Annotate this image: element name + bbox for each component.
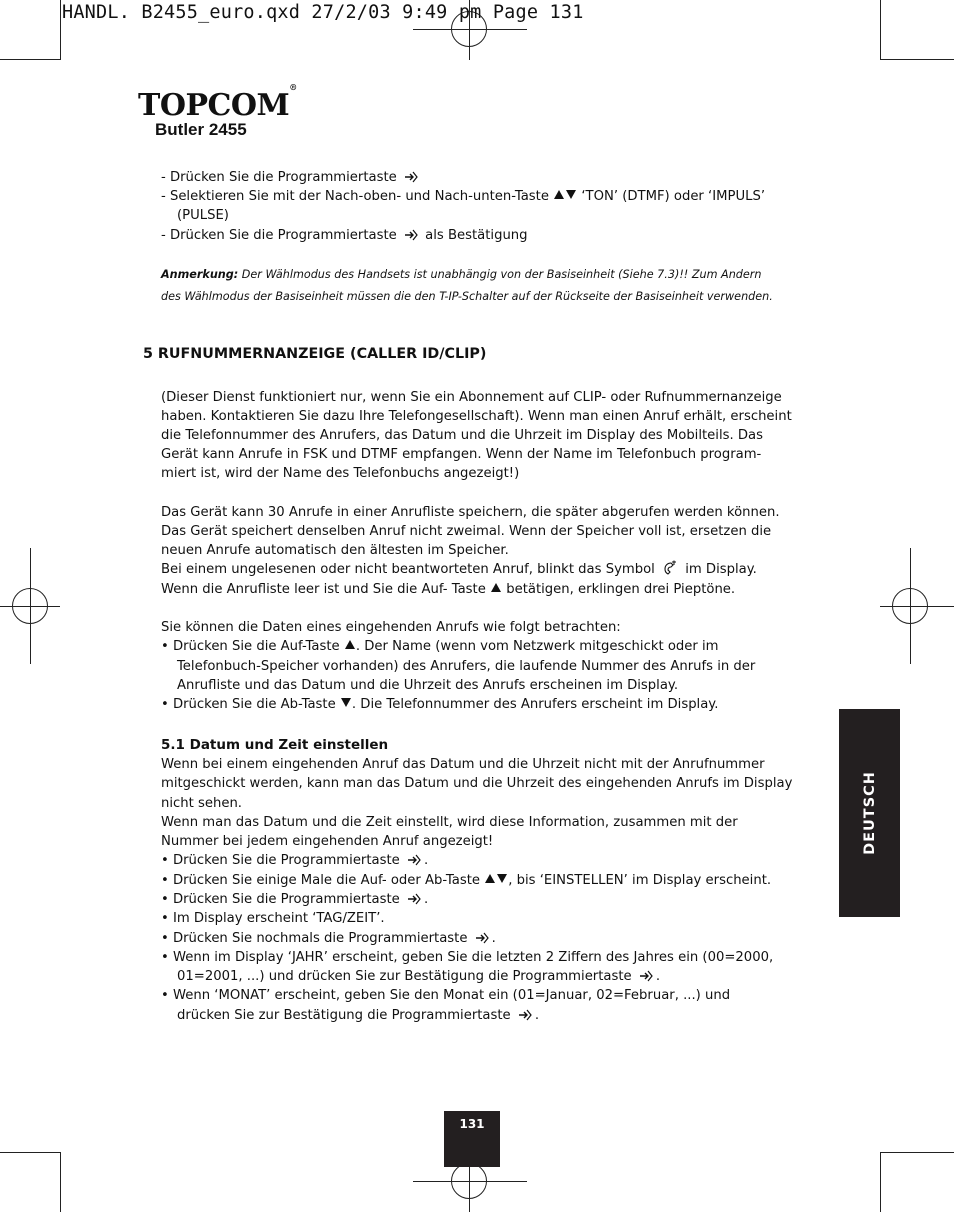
section-heading: 5 RUFNUMMERNANZEIGE (CALLER ID/CLIP) — [143, 346, 487, 362]
down-arrow-icon — [566, 190, 576, 199]
note-text: Der Wählmodus des Handsets ist unabhängig von der Basiseinheit (Siehe 7.3)!! Zum Andern — [238, 268, 762, 281]
paragraph-text: betätigen, erklingen drei Pieptöne. — [506, 582, 736, 597]
bullet-text: . — [655, 969, 661, 984]
bullet-line — [161, 695, 718, 714]
bullet-line — [161, 871, 771, 890]
bullet-text: . — [491, 931, 496, 946]
program-key-icon — [475, 932, 489, 944]
bullet-text: • Drücken Sie die Ab-Taste — [161, 697, 336, 712]
step-text: als Bestätigung — [425, 228, 528, 243]
paragraph-text: Wenn die Anrufliste leer ist und Sie die Auf- Taste — [161, 582, 486, 597]
paragraph-line: Nummer bei jedem eingehenden Anruf angezeigt! — [161, 834, 494, 849]
bullet-line — [161, 890, 428, 909]
note-label: Anmerkung: — [161, 268, 239, 281]
step-text: ‘TON’ (DTMF) oder ‘IMPULS’ — [581, 189, 766, 204]
registered-mark: ® — [289, 82, 297, 92]
bullet-text: . — [423, 853, 429, 868]
page-number-box — [444, 1111, 500, 1167]
program-key-icon — [518, 1009, 532, 1021]
paragraph-line: Das Gerät speichert denselben Anruf nicht zweimal. Wenn der Speicher voll ist, ersetzen die — [161, 524, 772, 539]
bullet-text: . Die Telefonnummer des Anrufers erscheint im Display. — [351, 697, 719, 712]
bullet-line — [177, 967, 660, 986]
bullet-line: • Wenn im Display ‘JAHR’ erscheint, geben Sie die letzten 2 Ziffern des Jahres ein (00=2000, — [161, 950, 774, 965]
bullet-text: • Drücken Sie die Programmiertaste — [161, 892, 400, 907]
step-text: - Selektieren Sie mit der Nach-oben- und Nach-unten-Taste — [161, 189, 549, 204]
paragraph-line: nicht sehen. — [161, 796, 242, 811]
up-arrow-icon — [485, 874, 495, 883]
step-text: - Drücken Sie die Programmiertaste — [161, 170, 397, 185]
missed-call-icon — [662, 560, 678, 576]
bullet-line: Anrufliste und das Datum und die Uhrzeit des Anrufs erscheinen im Display. — [177, 678, 679, 693]
bullet-line: • Im Display erscheint ‘TAG/ZEIT’. — [161, 911, 385, 926]
down-arrow-icon — [341, 698, 351, 707]
bullet-text: • Drücken Sie einige Male die Auf- oder Ab-Taste — [161, 873, 481, 888]
paragraph-line: mitgeschickt werden, kann man das Datum und die Uhrzeit des eingehenden Anrufs im Display — [161, 776, 793, 791]
paragraph-line — [161, 560, 757, 579]
program-key-icon — [639, 970, 653, 982]
note-line-1 — [161, 268, 761, 281]
step-line-3 — [161, 226, 528, 245]
paragraph-line: Sie können die Daten eines eingehenden Anrufs wie folgt betrachten: — [161, 620, 621, 635]
page-number: 131 — [459, 1117, 485, 1131]
bullet-text: drücken Sie zur Bestätigung die Programmiertaste — [177, 1008, 511, 1023]
bullet-text: . — [534, 1008, 540, 1023]
paragraph-line: (Dieser Dienst funktioniert nur, wenn Sie ein Abonnement auf CLIP- oder Rufnummernanzeige — [161, 390, 782, 405]
bullet-text: • Drücken Sie die Programmiertaste — [161, 853, 400, 868]
language-tab-label: DEUTSCH — [861, 771, 878, 855]
step-line-2-cont: (PULSE) — [177, 208, 229, 223]
step-text: - Drücken Sie die Programmiertaste — [161, 228, 397, 243]
bullet-text: . — [423, 892, 429, 907]
program-key-icon — [404, 171, 418, 183]
paragraph-text: im Display. — [685, 562, 757, 577]
step-line-1 — [161, 168, 421, 187]
bullet-line: Telefonbuch-Speicher vorhanden) des Anrufers, die laufende Nummer des Anrufs in der — [177, 659, 756, 674]
paragraph-line: miert ist, wird der Name des Telefonbuchs angezeigt!) — [161, 466, 520, 481]
model-name: Butler 2455 — [155, 120, 247, 139]
paragraph-line: neuen Anrufe automatisch den ältesten im Speicher. — [161, 543, 509, 558]
paragraph-line: haben. Kontaktieren Sie dazu Ihre Telefongesellschaft). Wenn man einen Anruf erhält, erscheint — [161, 409, 792, 424]
bullet-line — [177, 1006, 539, 1025]
bullet-text: 01=2001, ...) und drücken Sie zur Bestätigung die Programmiertaste — [177, 969, 632, 984]
bullet-text: • Drücken Sie die Auf-Taste — [161, 639, 340, 654]
subsection-heading: 5.1 Datum und Zeit einstellen — [161, 737, 389, 753]
bullet-text: , bis ‘EINSTELLEN’ im Display erscheint. — [508, 873, 772, 888]
program-key-icon — [404, 229, 418, 241]
bullet-line — [161, 637, 719, 656]
bullet-text: . Der Name (wenn vom Netzwerk mitgeschickt oder im — [355, 639, 719, 654]
up-arrow-icon — [491, 583, 501, 592]
paragraph-line: die Telefonnummer des Anrufers, das Datum und die Uhrzeit im Display des Mobilteils. Das — [161, 428, 763, 443]
paragraph-line: Gerät kann Anrufe in FSK und DTMF empfangen. Wenn der Name im Telefonbuch program- — [161, 447, 762, 462]
bullet-line — [161, 851, 428, 870]
bullet-line — [161, 929, 496, 948]
program-key-icon — [407, 893, 421, 905]
file-slug: HANDL. B2455_euro.qxd 27/2/03 9:49 pm Page 131 — [62, 2, 584, 23]
note-line-2: des Wählmodus der Basiseinheit müssen die den T-IP-Schalter auf der Rückseite der Basiseinheit verwenden. — [161, 290, 773, 303]
language-tab — [839, 709, 900, 917]
bullet-text: • Drücken Sie nochmals die Programmiertaste — [161, 931, 468, 946]
brand-name: TOPCOM — [138, 88, 290, 123]
paragraph-text: Bei einem ungelesenen oder nicht beantworteten Anruf, blinkt das Symbol — [161, 562, 655, 577]
up-arrow-icon — [345, 640, 355, 649]
paragraph-line: Wenn bei einem eingehenden Anruf das Datum und die Uhrzeit nicht mit der Anrufnummer — [161, 757, 765, 772]
bullet-line: • Wenn ‘MONAT’ erscheint, geben Sie den Monat ein (01=Januar, 02=Februar, ...) und — [161, 988, 731, 1003]
brand-logo — [138, 82, 297, 123]
paragraph-line: Wenn man das Datum und die Zeit einstellt, wird diese Information, zusammen mit der — [161, 815, 738, 830]
paragraph-line: Das Gerät kann 30 Anrufe in einer Anrufliste speichern, die später abgerufen werden können. — [161, 505, 780, 520]
paragraph-line — [161, 580, 735, 599]
up-arrow-icon — [554, 190, 564, 199]
program-key-icon — [407, 854, 421, 866]
down-arrow-icon — [497, 874, 507, 883]
step-line-2 — [161, 187, 765, 206]
